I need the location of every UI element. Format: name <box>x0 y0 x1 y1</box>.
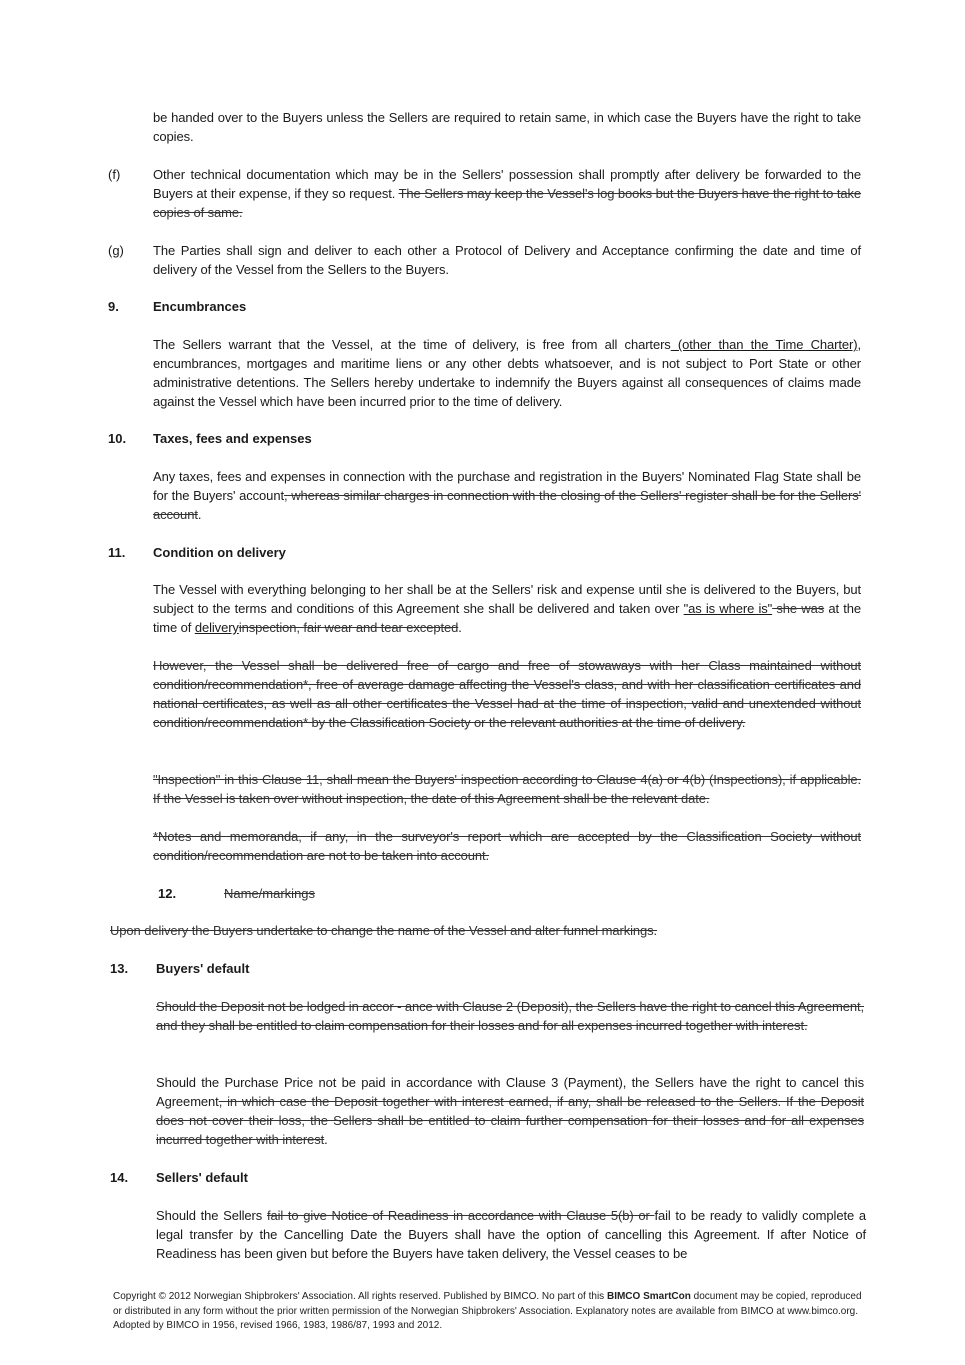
text: Should the Purchase Price not be paid in accordance with Clause 3 (Payment), the Sellers have the right to cancel this Agreement <box>156 1075 864 1109</box>
item-f-text <box>153 165 861 222</box>
section-number-11: 11. <box>108 545 126 560</box>
text: fail to be ready to validly complete a legal transfer by the Cancelling Date the Buyers shall have the option of cancelling this Agreement. If after Notice of Readiness has been given but before the Buyers have taken delivery, the Vessel ceases to be <box>156 1208 866 1261</box>
section-9-text <box>153 335 861 411</box>
section-10-text <box>153 467 861 524</box>
item-label-f: (f) <box>108 167 121 182</box>
section-title-10: Taxes, fees and expenses <box>153 431 312 446</box>
paragraph-continuation: be handed over to the Buyers unless the Sellers are required to retain same, in which case the Buyers have the right to take copies. <box>153 110 861 144</box>
section-13-deleted-paragraph: Should the Deposit not be lodged in accor - ance with Clause 2 (Deposit), the Sellers have the right to cancel this Agreement, and they shall be entitled to claim compensation for their losses and for all expenses incurred together with interest. <box>156 999 864 1033</box>
text: . <box>197 507 202 522</box>
inserted-text: "as is where is" <box>683 601 773 616</box>
inserted-text: (other than the Time Charter) <box>670 337 858 352</box>
inserted-text: delivery <box>194 620 239 635</box>
text: Other technical documentation which may be in the Sellers' possession shall promptly after delivery be forwarded to the Buyers at their expense, if they so request. <box>153 167 861 201</box>
deleted-text: fail to give Notice of Readiness in accordance with Clause 5(b) or <box>266 1208 655 1223</box>
deleted-text: , whereas similar charges in connection with the closing of the Sellers' register shall be for the Sellers' account <box>153 488 861 522</box>
section-14-text <box>156 1206 866 1263</box>
text: Any taxes, fees and expenses in connection with the purchase and registration in the Buyers' Nominated Flag State shall be for the Buyers' account <box>153 469 861 503</box>
section-number-12: 12. <box>158 886 177 901</box>
text: at the time of <box>153 601 861 635</box>
section-11-text <box>153 580 861 637</box>
footer-text: document may be copied, reproduced or distributed in any form without the prior written permission of the Norwegian Shipbrokers' Association. Explanatory notes are available from BIMCO at www.bimco.org. Adopted by BIMCO in 1956, revised 1966, 1983, 1986/87, 1993 and 2012. <box>113 1291 862 1331</box>
section-13-text <box>156 1073 864 1149</box>
copyright-footer <box>113 1290 865 1334</box>
text: , encumbrances, mortgages and maritime liens or any other debts whatsoever, and is not subject to Port State or other administrative detentions. The Sellers hereby undertake to indemnify the Buyers against all consequences of claims made against the Vessel which have been incurred prior to the time of delivery. <box>153 337 861 409</box>
section-11-deleted-paragraph: However, the Vessel shall be delivered free of cargo and free of stowaways with her Class maintained without condition/recommendation*, free of average damage affecting the Vessel's class, and with her classification certificates and national certificates, as well as all other certificates the Vessel had at the time of inspection, valid and unextended without condition/recommendation* by the Classification Society or the relevant authorities at the time of delivery. <box>153 658 861 730</box>
section-title-9: Encumbrances <box>153 299 247 314</box>
section-11-notes: *Notes and memoranda, if any, in the surveyor's report which are accepted by the Classification Society without condition/recommendation are not to be taken into account. <box>153 829 861 863</box>
text: The Sellers warrant that the Vessel, at the time of delivery, is free from all charters <box>153 337 671 352</box>
section-number-9: 9. <box>108 299 119 314</box>
section-title-12: Name/markings <box>224 886 316 901</box>
text: . <box>324 1132 328 1147</box>
section-number-13: 13. <box>110 961 129 976</box>
text: . <box>458 620 462 635</box>
section-title-11: Condition on delivery <box>153 545 286 560</box>
item-g-text: The Parties shall sign and deliver to each other a Protocol of Delivery and Acceptance confirming the date and time of delivery of the Vessel from the Sellers to the Buyers. <box>153 243 861 277</box>
deleted-text: inspection, fair wear and tear excepted <box>238 620 459 635</box>
footer-brand: BIMCO SmartCon <box>606 1291 691 1302</box>
section-11-inspection-definition: "Inspection" in this Clause 11, shall mean the Buyers' inspection according to Clause 4(a) or 4(b) (Inspections), if applicable. If the Vessel is taken over without inspection, the date of this Agreement shall be the relevant date. <box>153 772 861 806</box>
section-12-text: Upon delivery the Buyers undertake to change the name of the Vessel and alter funnel markings. <box>110 923 658 938</box>
section-title-13: Buyers' default <box>156 961 250 976</box>
section-title-14: Sellers' default <box>156 1170 248 1185</box>
item-label-g: (g) <box>108 243 124 258</box>
footer-text: Copyright © 2012 Norwegian Shipbrokers' Association. All rights reserved. Published by BIMCO. No part of this <box>113 1291 607 1302</box>
section-number-14: 14. <box>110 1170 129 1185</box>
text: Should the Sellers <box>156 1208 267 1223</box>
deleted-text: , in which case the Deposit together with interest earned, if any, shall be released to the Sellers. If the Deposit does not cover their loss, the Sellers shall be entitled to claim further compensation for their losses and for all expenses incurred together with interest <box>156 1094 864 1147</box>
text: The Vessel with everything belonging to her shall be at the Sellers' risk and expense until she is delivered to the Buyers, but subject to the terms and conditions of this Agreement she shall be delivered and taken over <box>153 582 861 616</box>
deleted-text: The Sellers may keep the Vessel's log books but the Buyers have the right to take copies of same. <box>153 186 861 220</box>
deleted-text: she was <box>772 601 825 616</box>
section-number-10: 10. <box>108 431 127 446</box>
